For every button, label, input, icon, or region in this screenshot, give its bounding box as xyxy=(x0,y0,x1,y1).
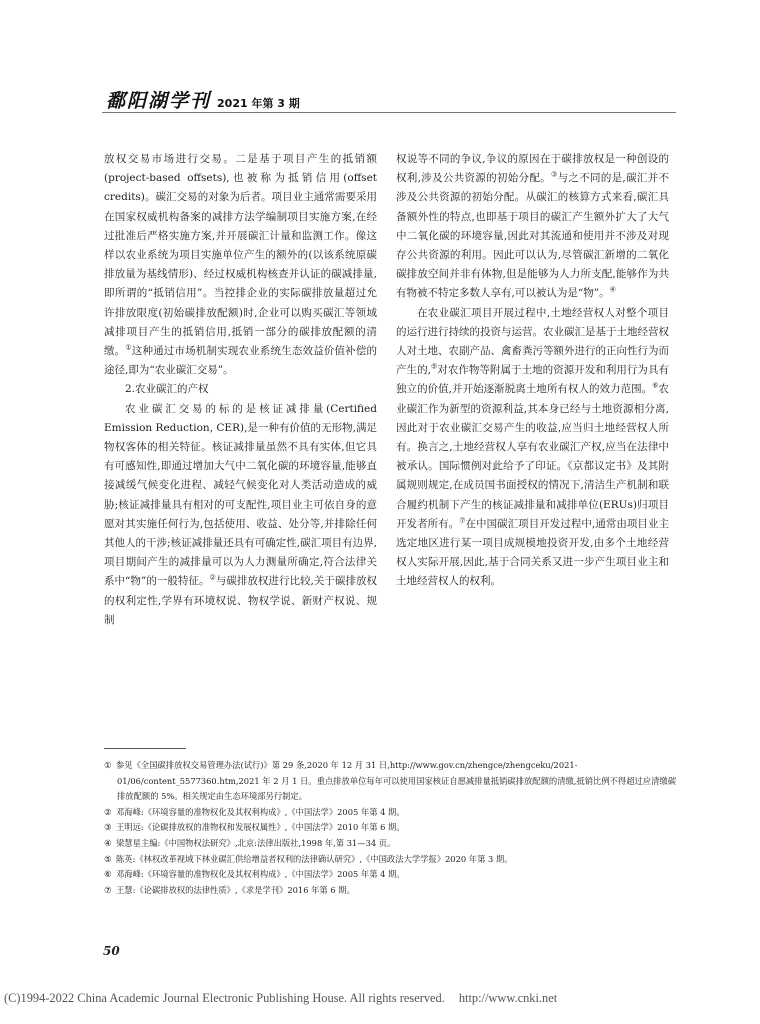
footnote-ref-5[interactable]: ⑤ xyxy=(430,362,438,371)
journal-logo: 鄱阳湖学刊 xyxy=(106,90,212,112)
right-column xyxy=(396,150,669,592)
footnote-item: ① 参见《全国碳排放权交易管理办法(试行)》第 29 条,2020 年 12 月 31 日,http://www.gov.cn/zhengce/zhengceku/2021-01/06/content_5577360.htm,2021 年 2 月 1 日。重点排放单位每年可以使用国家核证自愿减排量抵销碳排放配额的清缴,抵销比例不得超过应清缴碳排放配额的 5%。相关规定由生态环境部另行制定。 xyxy=(104,760,676,802)
footnote-item: ③ 王明远:《论碳排放权的准物权和发展权属性》,《中国法学》2010 年第 6 期。 xyxy=(104,822,405,833)
footnote-ref-4[interactable]: ④ xyxy=(609,285,616,294)
footnote-ref-1[interactable]: ① xyxy=(125,343,132,352)
footnote-rule xyxy=(104,748,186,749)
right-paragraph-1: 权说等不同的争议,争议的原因在于碳排放权是一种创设的权利,涉及公共资源的初始分配。③与之不同的是,碳汇并不涉及公共资源的初始分配。从碳汇的核算方式来看,碳汇具备额外性的特点,也即基于项目的碳汇产生额外扩大了大气中二氧化碳的环境容量,因此对其流通和使用并不涉及对现存公共资源的利用。因此可以认为,尽管碳汇新增的二氧化碳排放空间并非有体物,但是能够为人力所支配,能够作为共有物被不特定多数人享有,可以被认为是“物”。④ xyxy=(396,153,670,300)
running-header xyxy=(106,86,300,113)
footnote-item: ⑤ 陈英:《林权改革视域下林业碳汇供给增益者权利的法律确认研究》,《中国政法大学学报》2020 年第 3 期。 xyxy=(104,853,513,864)
issue-label: 2021 年第 3 期 xyxy=(217,97,300,110)
footnote-item: ⑦ 王慧:《论碳排放权的法律性质》,《求是学刊》2016 年第 6 期。 xyxy=(104,884,355,895)
footnotes xyxy=(104,758,676,898)
cnki-link[interactable]: http://www.cnki.net xyxy=(458,991,558,1005)
footnote-ref-6[interactable]: ⑥ xyxy=(652,381,659,390)
footnote-item: ② 邓海峰:《环境容量的准物权化及其权利构成》,《中国法学》2005 年第 4 期。 xyxy=(104,806,405,817)
footnote-ref-2[interactable]: ② xyxy=(209,573,216,582)
left-paragraph-2: 农业碳汇交易的标的是核证减排量(Certified Emission Reduction, CER),是一种有价值的无形物,满足物权客体的相关特征。核证减排量虽然不具有实体,但它具有可感知性,即通过增加大气中二氧化碳的环境容量,能够直接减缓气候变化进程、减轻气候变化对人类活动造成的威胁;核证减排量具有相对的可支配性,项目业主可依自身的意愿对其实施任何行为,包括使用、收益、处分等,并排除任何其他人的干涉;核证减排量还具有可确定性,碳汇项目有边界,项目期间产生的减排量可以为人力测量所确定,符合法律关系中“物”的一般特征。②与碳排放权进行比较,关于碳排放权的权利定性,学界有环境权说、物权学说、新财产权说、规制 xyxy=(104,402,377,626)
copyright-line xyxy=(4,991,758,1006)
section-heading: 2.农业碳汇的产权 xyxy=(125,383,209,396)
header-rule xyxy=(102,112,676,113)
footnote-ref-3[interactable]: ③ xyxy=(550,170,558,179)
page-number: 50 xyxy=(103,944,120,958)
footnote-ref-7[interactable]: ⑦ xyxy=(459,516,466,525)
footnote-item: ⑥ 邓海峰:《环境容量的准物权化及其权利构成》,《中国法学》2005 年第 4 期。 xyxy=(104,869,405,880)
right-paragraph-2: 在农业碳汇项目开展过程中,土地经营权人对整个项目的运行进行持续的投资与运营。农业碳汇是基于土地经营权人对土地、农副产品、禽畜粪污等额外进行的正向性行为而产生的,⑤对农作物等附属于土地的资源开发和利用行为具有独立的价值,并开始逐渐脱离土地所有权人的效力范围。⑥农业碳汇作为新型的资源利益,其本身已经与土地资源相分离,因此对于农业碳汇交易产生的收益,应当归土地经营权人所有。换言之,土地经营权人享有农业碳汇产权,应当在法律中被承认。国际惯例对此给予了印证。《京都议定书》及其附属规则规定,在成员国书面授权的情况下,清洁生产机制和联合履约机制下产生的核证减排量和减排单位(ERUs)归项目开发者所有。⑦在中国碳汇项目开发过程中,通常由项目业主选定地区进行某一项目成规模地投资开发,由多个土地经营权人实际开展,因此,基于合同关系又进一步产生项目业主和土地经营权人的权利。 xyxy=(396,306,670,588)
left-paragraph-1: 放权交易市场进行交易。二是基于项目产生的抵销额(project-based offsets),也被称为抵销信用(offset credits)。碳汇交易的对象为后者。项目业主通常需要采用在国家权威机构备案的减排方法学编制项目实施方案,在经过批准后严格实施方案,并开展碳汇计量和监测工作。像这样以农业系统为项目实施单位产生的额外的(以该系统原碳排放量为基线情形)、经过权威机构核查并认证的碳减排量,即所谓的“抵销信用”。当控排企业的实际碳排放量超过允许排放限度(初始碳排放配额)时,企业可以购买碳汇等领域减排项目产生的抵销信用,抵销一部分的碳排放配额的清缴。①这种通过市场机制实现农业系统生态效益价值补偿的途径,即为“农业碳汇交易”。 xyxy=(104,153,378,377)
footnote-item: ④ 梁慧星主编:《中国物权法研究》,北京:法律出版社,1998 年,第 31—34 页。 xyxy=(104,837,396,848)
copyright-text: (C)1994-2022 China Academic Journal Electronic Publishing House. All rights reserved. xyxy=(4,991,445,1005)
left-column xyxy=(104,150,377,630)
